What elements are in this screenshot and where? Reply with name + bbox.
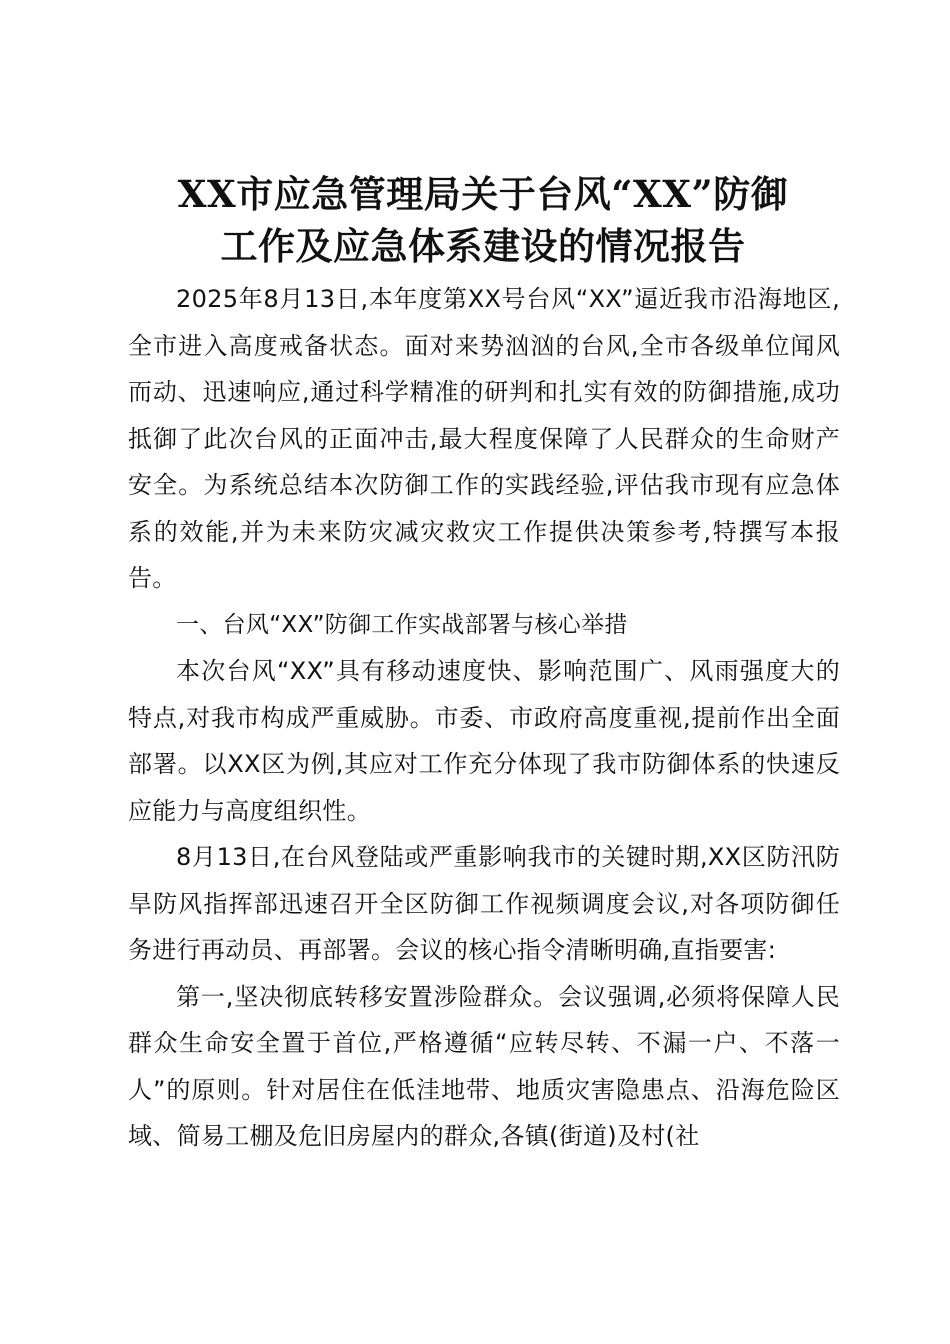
title-line-2: 工作及应急体系建设的情况报告	[220, 224, 746, 268]
body-paragraph: 本次台风“XX”具有移动速度快、影响范围广、风雨强度大的特点,对我市构成严重威胁。市委、市政府高度重视,提前作出全面部署。以XX区为例,其应对工作充分体现了我市防御体系的快速反应能力与高度组织性。	[128, 657, 840, 825]
document-body	[128, 276, 840, 1160]
intro-paragraph: 2025年8月13日,本年度第XX号台风“XX”逼近我市沿海地区,全市进入高度戒备状态。面对来势汹汹的台风,全市各级单位闻风而动、迅速响应,通过科学精准的研判和扎实有效的防御措施,成功抵御了此次台风的正面冲击,最大程度保障了人民群众的生命财产安全。为系统总结本次防御工作的实践经验,评估我市现有应急体系的效能,并为未来防灾减灾救灾工作提供决策参考,特撰写本报告。	[128, 285, 840, 592]
section-heading-1: 一、台风“XX”防御工作实战部署与核心举措	[176, 611, 628, 638]
body-paragraph: 第一,坚决彻底转移安置涉险群众。会议强调,必须将保障人民群众生命安全置于首位,严格遵循“应转尽转、不漏一户、不落一人”的原则。针对居住在低洼地带、地质灾害隐患点、沿海危险区域、简易工棚及危旧房屋内的群众,各镇(街道)及村(社	[128, 982, 840, 1150]
body-paragraph: 8月13日,在台风登陆或严重影响我市的关键时期,XX区防汛防旱防风指挥部迅速召开全区防御工作视频调度会议,对各项防御任务进行再动员、再部署。会议的核心指令清晰明确,直指要害:	[128, 843, 840, 964]
document-title	[100, 168, 866, 272]
title-line-1: XX市应急管理局关于台风“XX”防御	[177, 172, 789, 216]
